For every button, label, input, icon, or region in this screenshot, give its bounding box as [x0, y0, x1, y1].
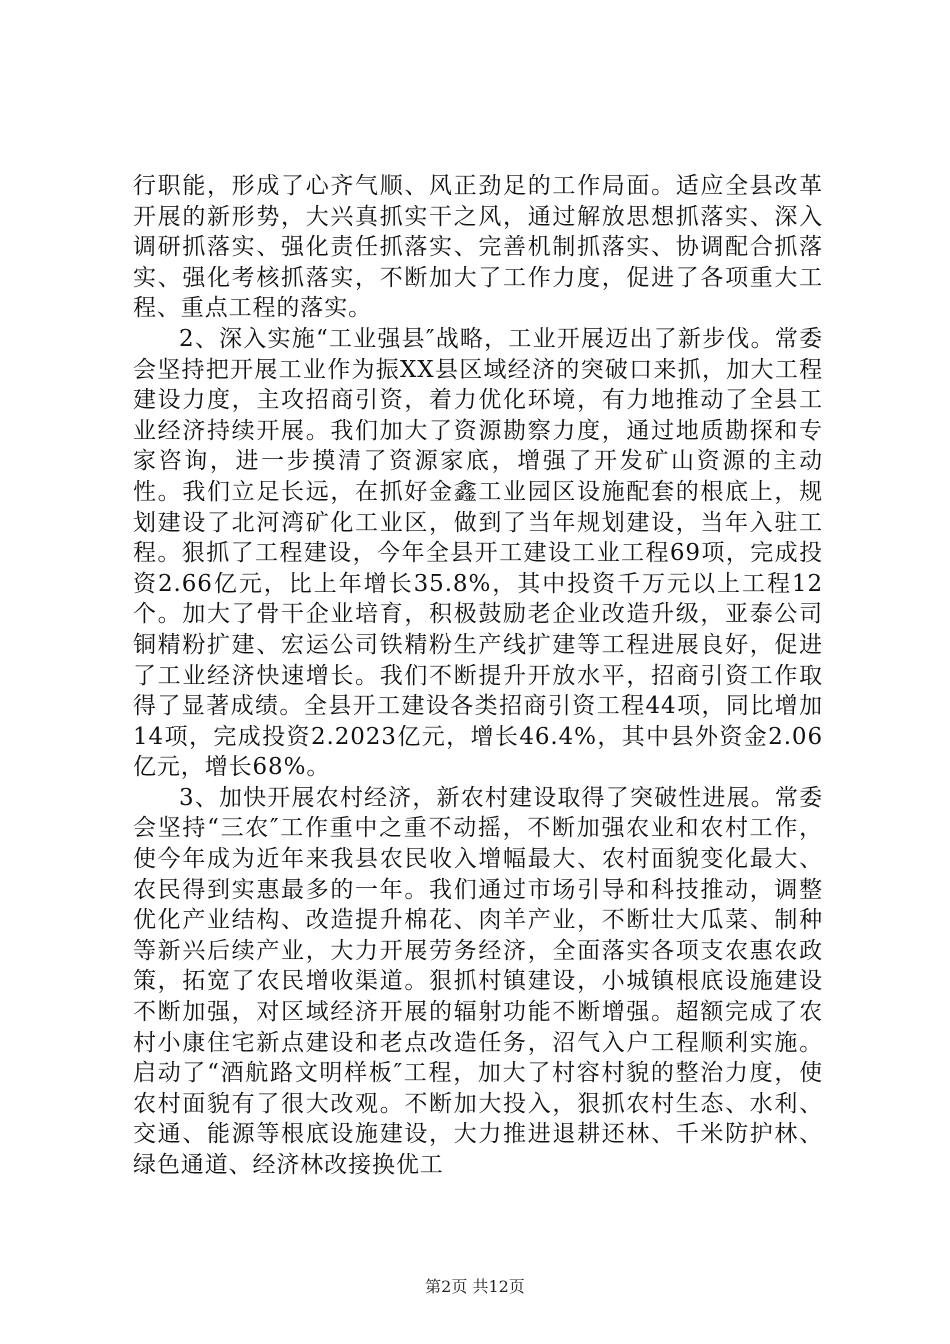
paragraph-continuation: 行职能，形成了心齐气顺、风正劲足的工作局面。适应全县改革开展的新形势，大兴真抓实干之风，通过解放思想抓落实、深入调研抓落实、强化责任抓落实、完善机制抓落实、协调配合抓落实、强化考核抓落实，不断加大了工作力度，促进了各项重大工程、重点工程的落实。 — [133, 173, 823, 322]
page-footer — [0, 1274, 950, 1297]
page-number-label: 第2页 共12页 — [425, 1277, 525, 1296]
paragraph-industry: 2、深入实施“工业强县″战略，工业开展迈出了新步伐。常委会坚持把开展工业作为振XX县区域经济的突破口来抓，加大工程建设力度，主攻招商引资，着力优化环境，有力地推动了全县工业经济持续开展。我们加大了资源勘察力度，通过地质勘探和专家咨询，进一步摸清了资源家底，增强了开发矿山资源的主动性。我们立足长远，在抓好金鑫工业园区设施配套的根底上，规划建设了北河湾矿化工业区，做到了当年规划建设，当年入驻工程。狠抓了工程建设，今年全县开工建设工业工程69项，完成投资2.66亿元，比上年增长35.8%，其中投资千万元以上工程12个。加大了骨干企业培育，积极鼓励老企业改造升级，亚泰公司铜精粉扩建、宏运公司铁精粉生产线扩建等工程进展良好，促进了工业经济快速增长。我们不断提升开放水平，招商引资工作取得了显著成绩。全县开工建设各类招商引资工程44项，同比增加14项，完成投资2.2023亿元，增长46.4%，其中县外资金2.06亿元，增长68%。 — [133, 325, 823, 781]
document-body — [133, 171, 823, 1181]
paragraph-rural-economy: 3、加快开展农村经济，新农村建设取得了突破性进展。常委会坚持“三农″工作重中之重不动摇，不断加强农业和农村工作，使今年成为近年来我县农民收入增幅最大、农村面貌变化最大、农民得到实惠最多的一年。我们通过市场引导和科技推动，调整优化产业结构、改造提升棉花、肉羊产业，不断壮大瓜菜、制种等新兴后续产业，大力开展劳务经济，全面落实各项支农惠农政策，拓宽了农民增收渠道。狠抓村镇建设，小城镇根底设施建设不断加强，对区域经济开展的辐射功能不断增强。超额完成了农村小康住宅新点建设和老点改造任务，沼气入户工程顺利实施。启动了“酒航路文明样板″工程，加大了村容村貌的整治力度，使农村面貌有了很大改观。不断加大投入，狠抓农村生态、水利、交通、能源等根底设施建设，大力推进退耕还林、千米防护林、绿色通道、经济林改接换优工 — [133, 784, 823, 1178]
